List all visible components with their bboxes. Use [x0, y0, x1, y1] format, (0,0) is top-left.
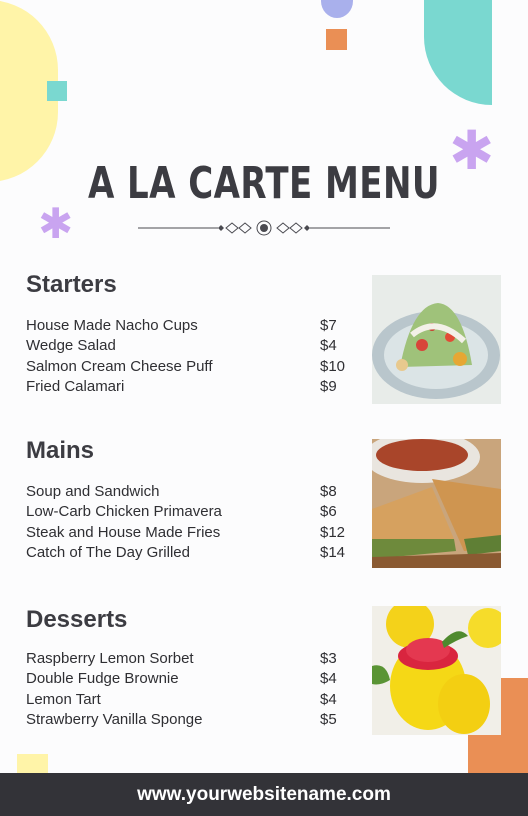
- item-name: Strawberry Vanilla Sponge: [26, 711, 203, 729]
- section-title-starters: Starters: [26, 271, 117, 298]
- item-name: Fried Calamari: [26, 378, 125, 396]
- item-name: Lemon Tart: [26, 690, 101, 708]
- item-name: Salmon Cream Cheese Puff: [26, 357, 213, 375]
- menu-item: [26, 669, 346, 689]
- item-name: Double Fudge Brownie: [26, 670, 179, 688]
- item-name: Soup and Sandwich: [26, 483, 160, 500]
- footer-website: www.yourwebsitename.com: [0, 773, 528, 816]
- item-price: $4: [320, 337, 337, 355]
- menu-item: [26, 710, 346, 730]
- item-name: Catch of The Day Grilled: [26, 544, 190, 562]
- item-price: $8: [320, 483, 337, 500]
- item-price: $14: [320, 544, 346, 562]
- item-name: Raspberry Lemon Sorbet: [26, 650, 194, 667]
- menu-item: [26, 523, 346, 543]
- item-name: Wedge Salad: [26, 337, 116, 355]
- item-price: $6: [320, 503, 337, 521]
- section-title-desserts: Desserts: [26, 606, 128, 633]
- asterisk-icon: ✱: [449, 119, 495, 182]
- menu-item: [26, 482, 346, 502]
- menu-title: A LA CARTE MENU: [88, 158, 440, 209]
- menu-item: [26, 690, 346, 710]
- item-price: $4: [320, 670, 337, 688]
- item-price: $9: [320, 378, 337, 396]
- menu-item: [26, 649, 346, 669]
- menu-item: [26, 336, 346, 356]
- menu-item: [26, 357, 346, 377]
- lemon-sorbet-photo: [372, 606, 501, 735]
- starters-list: [26, 316, 346, 398]
- menu-item: [26, 316, 346, 336]
- ornament-divider: [138, 216, 390, 240]
- mains-list: [26, 482, 346, 564]
- orange-square-decoration: [326, 29, 347, 50]
- item-name: Steak and House Made Fries: [26, 523, 221, 541]
- menu-item: [26, 377, 346, 397]
- asterisk-icon: ✱: [38, 199, 74, 248]
- desserts-list: [26, 649, 346, 731]
- item-price: $7: [320, 317, 337, 334]
- teal-square-decoration: [47, 81, 67, 101]
- purple-circle-decoration: [321, 0, 353, 18]
- item-price: $5: [320, 711, 337, 729]
- item-name: Low-Carb Chicken Primavera: [26, 503, 222, 521]
- menu-item: [26, 502, 346, 522]
- item-price: $3: [320, 650, 337, 667]
- item-name: House Made Nacho Cups: [26, 317, 198, 334]
- item-price: $12: [320, 523, 346, 541]
- teal-quarter-decoration: [424, 0, 492, 105]
- menu-item: [26, 543, 346, 563]
- item-price: $4: [320, 690, 337, 708]
- section-title-mains: Mains: [26, 437, 95, 464]
- item-price: $10: [320, 357, 346, 375]
- salad-photo: [372, 275, 501, 404]
- sandwich-soup-photo: [372, 439, 501, 568]
